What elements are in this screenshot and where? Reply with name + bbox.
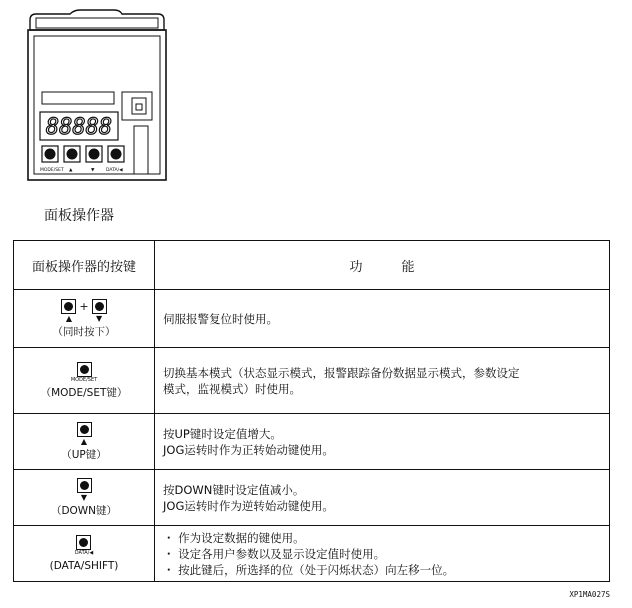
description-line: 切换基本模式（状态显示模式，报警跟踪备份数据显示模式，参数设定 [163,365,520,380]
description-line: 按DOWN键时设定值减小。 [163,482,305,497]
table-row [14,348,610,414]
down-key-icon: ▼ [77,478,92,502]
key-cell-down [14,470,155,526]
table-row [14,470,610,526]
description-cell [155,290,610,348]
description-line: JOG运转时作为逆转始动键使用。 [163,498,334,513]
figure-reference-code: XP1MA027S [569,590,610,599]
panel-operator-illustration [22,8,172,186]
header-key-column: 面板操作器的按键 [14,241,155,290]
header-function-column: 功 能 [155,241,610,290]
description-line: 按UP键时设定值增大。 [163,426,282,441]
mode-key-icon: MODE/SET [71,362,97,384]
key-cell-mode [14,348,155,414]
description-line: ・ 设定各用户参数以及显示设定值时使用。 [163,546,386,561]
description-cell [155,414,610,470]
key-cell-data [14,526,155,582]
panel-keys [42,146,124,162]
seven-segment-display: 88888 [45,115,113,140]
key-cell-up [14,414,155,470]
description-line: ・ 作为设定数据的键使用。 [163,530,305,545]
key-cell-reset [14,290,155,348]
key-label: (DATA/SHIFT) [49,559,119,572]
figure-caption: 面板操作器 [44,208,114,224]
description-cell [155,470,610,526]
plus-sign: + [79,300,89,313]
up-key-icon: ▲ [61,299,76,323]
table-row [14,290,610,348]
key-label-mode: MODE/SET [40,168,64,173]
down-key-icon: ▼ [92,299,107,323]
key-label: （MODE/SET键） [40,386,128,399]
table-header-row [14,241,610,290]
key-label-data: DATA/◀ [106,168,123,173]
function-table [13,240,610,582]
description-line: JOG运转时作为正转始动键使用。 [163,442,334,457]
key-label-down: ▼ [91,168,95,173]
key-label: （UP键） [61,448,107,461]
description-cell [155,348,610,414]
key-label-up: ▲ [69,168,73,173]
up-key-icon: ▲ [77,422,92,446]
table-row [14,414,610,470]
description-line: 模式，监视模式）时使用。 [163,381,301,396]
key-label: （DOWN键） [50,504,118,517]
data-key-icon: DATA/◀ [75,535,93,557]
description-cell [155,526,610,582]
description-line: 伺服报警复位时使用。 [163,311,278,326]
table-row [14,526,610,582]
key-label: （同时按下） [52,325,116,338]
description-line: ・ 按此键后，所选择的位（处于闪烁状态）向左移一位。 [163,562,455,577]
